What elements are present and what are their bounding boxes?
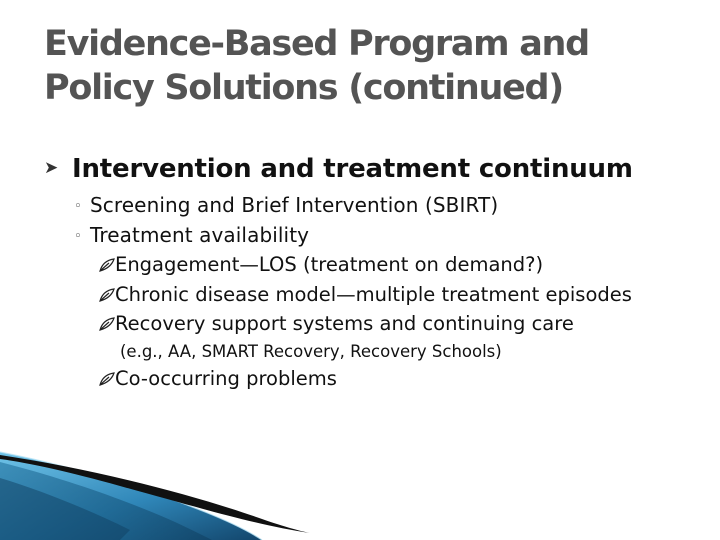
bullet-level-3-text: Co-occurring problems bbox=[115, 367, 337, 390]
bullet-level-3-recovery bbox=[99, 312, 574, 335]
leaf-bullet-icon bbox=[99, 258, 115, 272]
arrow-bullet-icon: ➤ bbox=[44, 158, 59, 178]
bullet-level-1-text: Intervention and treatment continuum bbox=[72, 154, 633, 184]
bullet-level-3-engagement bbox=[99, 253, 543, 276]
recovery-examples-note: (e.g., AA, SMART Recovery, Recovery Schools) bbox=[120, 342, 502, 361]
ring-bullet-icon: ◦ bbox=[74, 199, 82, 214]
slide-title-line-1: Evidence-Based Program and bbox=[44, 24, 589, 64]
bullet-level-2-sbirt bbox=[74, 193, 498, 217]
slide-title-line-2: Policy Solutions (continued) bbox=[44, 68, 563, 108]
bullet-level-3-chronic bbox=[99, 283, 632, 306]
bullet-level-3-co-occurring bbox=[99, 367, 337, 390]
leaf-bullet-icon bbox=[99, 372, 115, 386]
ring-bullet-icon: ◦ bbox=[74, 229, 82, 244]
slide-title bbox=[44, 22, 684, 110]
bullet-level-3-text: Engagement—LOS (treatment on demand?) bbox=[115, 253, 544, 276]
bullet-level-3-text: Recovery support systems and continuing care bbox=[115, 312, 574, 335]
leaf-bullet-icon bbox=[99, 288, 115, 302]
bullet-level-1 bbox=[44, 154, 633, 184]
bullet-level-3-text: Chronic disease model—multiple treatment episodes bbox=[115, 283, 632, 306]
bullet-level-2-text: Treatment availability bbox=[90, 223, 310, 247]
leaf-bullet-icon bbox=[99, 317, 115, 331]
bullet-level-2-treatment bbox=[74, 223, 309, 247]
bullet-level-2-text: Screening and Brief Intervention (SBIRT) bbox=[90, 193, 499, 217]
